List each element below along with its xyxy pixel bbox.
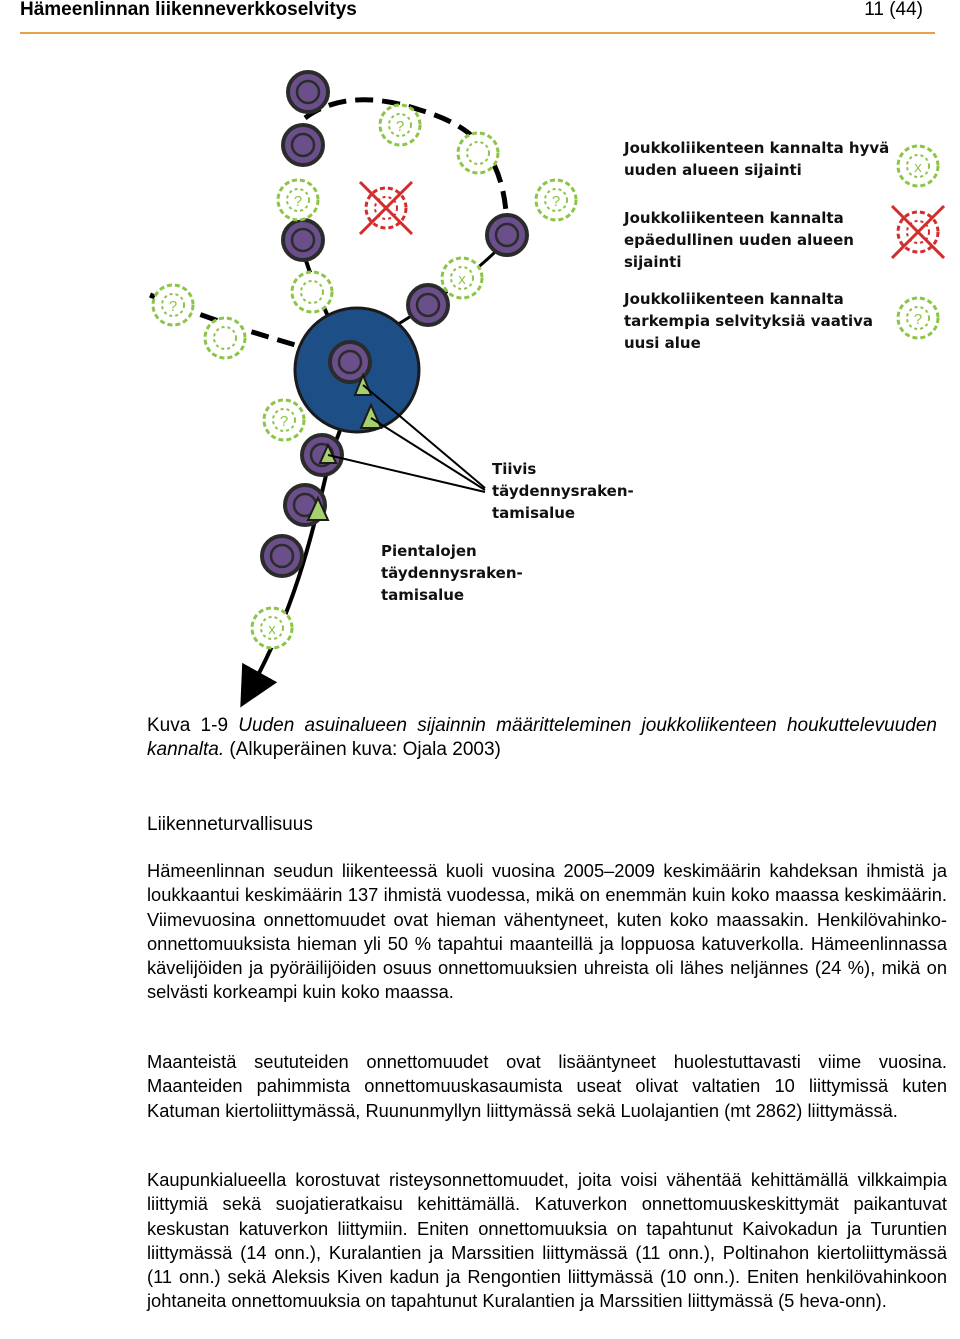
paragraph: Maanteistä seututeiden onnettomuudet ovat lisääntyneet huolestuttavasti viime vuosina. Maanteiden pahimmista onnettomuuskasaumista useat olivat valtatien 10 liittymissä kuten Katuman kiertoliittymässä, Ruununmyllyn liittymässä sekä Luolajantien (mt 2862) liittymässä. (147, 1051, 947, 1121)
page-number: 11 (44) (864, 0, 923, 20)
legend-study-text: Joukkoliikenteen kannalta tarkempia selvityksiä vaativa uusi alue (624, 290, 874, 352)
good-node (283, 220, 323, 260)
svg-text:x: x (458, 271, 466, 288)
paragraph: Hämeenlinnan seudun liikenteessä kuoli vuosina 2005–2009 keskimäärin kahdeksan ihmistä ja loukkaantui keskimäärin 137 ihmistä vuodessa, mikä on enemmän kuin koko maassa keskimäärin. Viimevuosina onnettomuudet ovat hieman vähentyneet, kuten koko maassakin. Henkilövahinko-onnettomuuksista hieman yli 50 % tapahtui maanteillä ja loppuosa katuverkolla. Hämeenlinnassa kävelijöiden ja pyöräilijöiden osuus onnettomuuksien uhreista oli lähes neljännes (24 %), mikä on selvästi korkeampi kuin koko maassa. (147, 860, 947, 1003)
svg-text:x: x (914, 159, 922, 176)
svg-text:x: x (268, 621, 276, 638)
caption-prefix: Kuva 1-9 (147, 715, 239, 736)
document-title: Hämeenlinnan liikenneverkkoselvitys (20, 0, 357, 20)
svg-text:?: ? (551, 193, 561, 210)
good-node (288, 72, 328, 112)
good-node (408, 285, 448, 325)
study-node-q (264, 400, 304, 440)
caption-suffix: (Alkuperäinen kuva: Ojala 2003) (224, 739, 501, 760)
study-node-x (442, 258, 482, 298)
good-node (302, 435, 342, 475)
label-dense: Tiivis täydennysraken- tamisalue (492, 460, 634, 522)
good-node (283, 125, 323, 165)
legend-study-x-symbol (898, 146, 938, 186)
label-small-houses: Pientalojen täydennysraken- tamisalue (381, 542, 523, 604)
study-node-q (153, 285, 193, 325)
leader-line (328, 455, 485, 492)
page-header (20, 0, 935, 34)
caption-italic: Uuden asuinalueen sijainnin määritteleminen joukkoliikenteen houkuttelevuuden kannalta. (147, 715, 937, 760)
legend-bad-text: Joukkoliikenteen kannalta epäedullinen uuden alueen sijainti (624, 209, 854, 271)
legend (623, 139, 944, 352)
study-node-q (380, 105, 420, 145)
study-node-blank (458, 133, 498, 173)
study-node-blank (292, 272, 332, 312)
svg-text:?: ? (293, 193, 303, 210)
legend-bad-symbol (892, 206, 944, 258)
study-node-q (278, 180, 318, 220)
leader-line (363, 385, 485, 488)
svg-text:?: ? (279, 413, 289, 430)
section-title: Liikenneturvallisuus (147, 814, 313, 835)
bad-node (360, 182, 412, 234)
svg-text:?: ? (913, 311, 923, 328)
good-node (487, 215, 527, 255)
svg-text:?: ? (395, 118, 405, 135)
figure-svg (0, 40, 960, 710)
legend-good-text: Joukkoliikenteen kannalta hyvä uuden alueen sijainti (624, 139, 890, 179)
paragraph: Kaupunkialueella korostuvat risteysonnettomuudet, joita voisi vähentää kehittämällä vilkkaimpia liittymiä sekä suojatieratkaisu kehittämällä. Katuverkon onnettomuuskeskittymät paikantuvat keskustan katuverkon liittymiin. Eniten onnettomuuksia on tapahtunut Kaivokadun ja Turuntien liittymässä (14 onn.), Kuralantien ja Marssitien liittymässä (11 onn.), Poltinahon kiertoliittymässä (11 onn.) sekä Aleksis Kiven kadun ja Rengontien liittymässä (10 onn.). Eniten henkilövahinkoon johtaneita onnettomuuksia on tapahtunut Kuralantien ja Marssitien liittymässä (5 heva-onn). (147, 1169, 947, 1312)
legend-study-q-symbol (898, 298, 938, 338)
study-node-x (252, 608, 292, 648)
figure-transit-location-diagram (0, 40, 960, 710)
svg-text:?: ? (168, 298, 178, 315)
figure-caption (147, 714, 937, 762)
study-node-blank (205, 318, 245, 358)
study-node-q (536, 180, 576, 220)
good-node (262, 536, 302, 576)
